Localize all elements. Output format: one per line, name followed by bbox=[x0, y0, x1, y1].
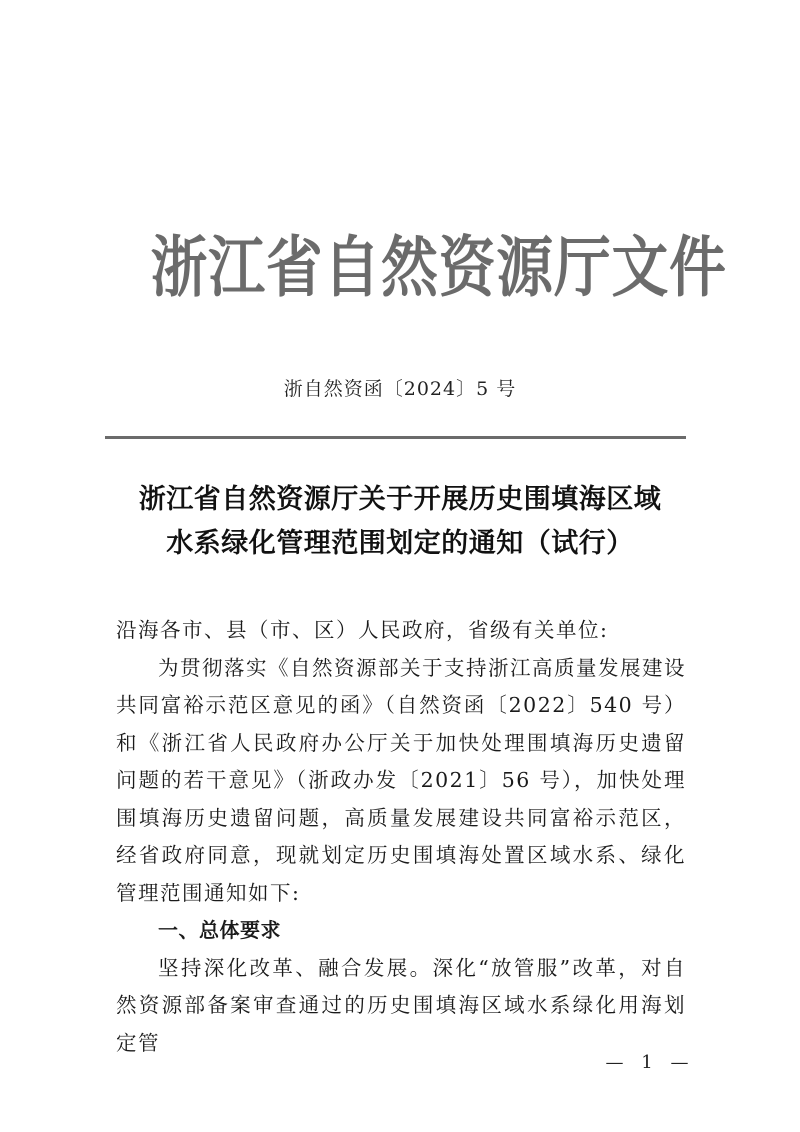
document-body bbox=[116, 612, 686, 1062]
page-number: — 1 — bbox=[605, 1052, 695, 1073]
section-heading-1: 一、总体要求 bbox=[158, 918, 281, 942]
document-masthead: 浙江省自然资源厅文件 bbox=[150, 229, 727, 306]
title-line-1: 浙江省自然资源厅关于开展历史围填海区域 bbox=[138, 484, 662, 515]
paragraph-section-1: 坚持深化改革、融合发展。深化“放管服”改革，对自然资源部备案审查通过的历史围填海区域水系绿化用海划定管 bbox=[116, 955, 686, 1055]
header-divider bbox=[105, 436, 686, 439]
document-title bbox=[100, 478, 700, 566]
document-number: 浙自然资函〔2024〕5 号 bbox=[283, 378, 517, 400]
title-line-2: 水系绿化管理范围划定的通知（试行） bbox=[166, 528, 634, 559]
salutation: 沿海各市、县（市、区）人民政府，省级有关单位: bbox=[116, 618, 609, 642]
paragraph-intro: 为贯彻落实《自然资源部关于支持浙江高质量发展建设共同富裕示范区意见的函》（自然资函〔2022〕540 号）和《浙江省人民政府办公厅关于加快处理围填海历史遗留问题的若干意见》（浙政办发〔2021〕56 号），加快处理围填海历史遗留问题，高质量发展建设共同富裕示范区，经省政府同意，现就划定历史围填海处置区域水系、绿化管理范围通知如下: bbox=[116, 655, 686, 905]
